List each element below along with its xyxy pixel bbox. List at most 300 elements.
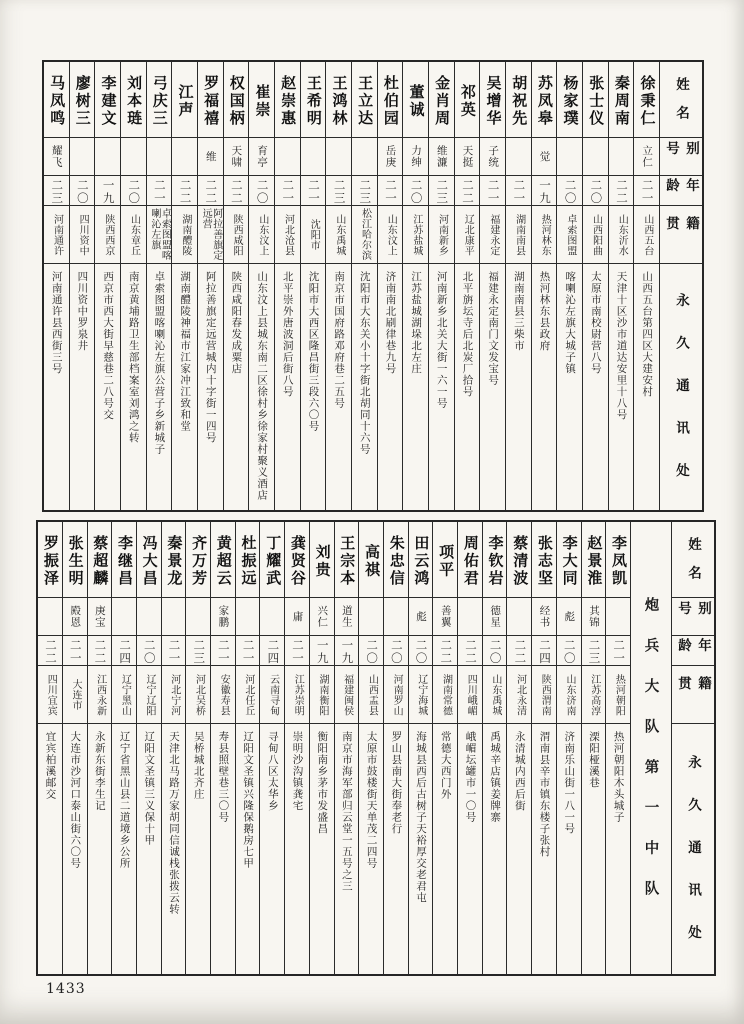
person-name: 王鸿林 <box>330 74 348 128</box>
header-name-label: 姓名 <box>674 77 689 134</box>
person-column <box>300 62 326 510</box>
person-alias <box>147 137 172 175</box>
person-age: 二二 <box>172 175 197 205</box>
person-age: 二二 <box>224 175 249 205</box>
person-alias <box>557 137 582 175</box>
person-alias: 经书 <box>532 597 556 635</box>
person-native-place: 湖南常德 <box>433 665 457 723</box>
header-address-label: 永久通讯处 <box>672 723 714 974</box>
person-address: 禹城辛店镇姜牌寨 <box>483 723 507 974</box>
person-alias <box>583 137 608 175</box>
person-column <box>111 522 136 974</box>
person-alias: 力绅 <box>403 137 428 175</box>
person-address: 永清城内西后街 <box>507 723 531 974</box>
person-address: 辽阳文圣镇三义保十甲 <box>137 723 161 974</box>
person-alias <box>384 597 408 635</box>
person-column <box>62 522 87 974</box>
person-address: 寻甸八区太华乡 <box>260 723 284 974</box>
person-name: 李大同 <box>560 534 578 588</box>
person-age: 二〇 <box>403 175 428 205</box>
person-alias <box>186 597 210 635</box>
person-column <box>146 62 172 510</box>
person-address: 福建永定南门文发宝号 <box>480 263 505 510</box>
person-age: 二一 <box>480 175 505 205</box>
person-address: 阿拉善旗定远营城内十字街一四号 <box>198 263 223 510</box>
person-name: 徐秉仁 <box>638 74 656 128</box>
person-age: 二二 <box>38 635 62 665</box>
section-label-cell <box>631 522 671 974</box>
person-address: 江苏盐城湖垛北左庄 <box>403 263 428 510</box>
person-alias: 天啸 <box>224 137 249 175</box>
person-name: 项平 <box>437 543 455 579</box>
person-native-place: 辽宁海城 <box>409 665 433 723</box>
person-name: 杨家璞 <box>561 74 579 128</box>
person-address: 沈阳市大东关小十字街北胡同十六号 <box>352 263 377 510</box>
person-age: 二一 <box>634 175 659 205</box>
person-native-place: 卓索图盟喀喇沁左旗 <box>147 205 172 263</box>
person-column <box>531 522 556 974</box>
person-native-place: 山东济南 <box>557 665 581 723</box>
person-alias: 维 <box>198 137 223 175</box>
person-alias <box>95 137 120 175</box>
person-alias: 德星 <box>483 597 507 635</box>
person-name: 蔡超麟 <box>91 534 109 588</box>
person-name: 冯大昌 <box>140 534 158 588</box>
person-age: 二二 <box>609 175 634 205</box>
person-name: 廖树三 <box>73 74 91 128</box>
person-age: 二〇 <box>121 175 146 205</box>
person-name: 张志坚 <box>535 534 553 588</box>
person-name: 张生明 <box>66 534 84 588</box>
person-native-place: 山东章丘 <box>121 205 146 263</box>
person-name: 权国柄 <box>227 74 245 128</box>
person-name: 张士仪 <box>587 74 605 128</box>
person-address: 北平旃坛寺后北炭厂拾号 <box>455 263 480 510</box>
person-column <box>505 62 531 510</box>
person-address: 南京黄埔路卫生部档案室刘鸿之转 <box>121 263 146 510</box>
person-alias <box>121 137 146 175</box>
page-number: 1433 <box>46 981 86 997</box>
person-address: 峨嵋坛罐市一〇号 <box>458 723 482 974</box>
person-alias <box>326 137 351 175</box>
person-address: 罗山县南大街奉老行 <box>384 723 408 974</box>
header-native-label: 籍贯 <box>660 205 702 263</box>
person-alias: 立仁 <box>634 137 659 175</box>
person-address: 崇明沙沟镇龚宅 <box>285 723 309 974</box>
person-address: 天津北马路万家胡同信诚栈张拨云转 <box>162 723 186 974</box>
registry-table-top <box>42 60 704 512</box>
person-alias: 道生 <box>335 597 359 635</box>
person-column <box>223 62 249 510</box>
person-address: 大连市沙河口泰山街六〇号 <box>63 723 87 974</box>
person-address: 渭南县辛市镇东楼子张村 <box>532 723 556 974</box>
person-column <box>581 522 606 974</box>
person-age: 一九 <box>532 175 557 205</box>
person-native-place: 河北吴桥 <box>186 665 210 723</box>
person-address: 河南通许县西街三号 <box>44 263 69 510</box>
person-native-place: 山西五台 <box>634 205 659 263</box>
person-native-place: 山东禹城 <box>326 205 351 263</box>
person-alias <box>606 597 630 635</box>
person-alias: 维濂 <box>429 137 454 175</box>
header-alias-label: 别号 <box>672 597 714 635</box>
person-address: 海城县西后古树子天裕厚交老君屯 <box>409 723 433 974</box>
person-column <box>582 62 608 510</box>
person-address: 常德大西门外 <box>433 723 457 974</box>
person-age: 一九 <box>335 635 359 665</box>
person-column <box>334 522 359 974</box>
person-name: 金肖周 <box>433 74 451 128</box>
person-native-place: 卓索图盟 <box>557 205 582 263</box>
person-address: 热河朝阳木头城子 <box>606 723 630 974</box>
person-address: 辽阳文圣镇兴隆保鹅房七甲 <box>236 723 260 974</box>
person-alias <box>236 597 260 635</box>
person-native-place: 湖南衡阳 <box>310 665 334 723</box>
person-column <box>248 62 274 510</box>
person-address: 西京市西大街早慈巷二八号交 <box>95 263 120 510</box>
person-address: 四川资中罗泉井 <box>70 263 95 510</box>
person-age: 二〇 <box>384 635 408 665</box>
person-age: 二〇 <box>359 635 383 665</box>
person-address: 山东汶上县城东南二区徐村乡徐家村聚义酒店 <box>249 263 274 510</box>
person-column <box>605 522 630 974</box>
person-native-place: 福建永定 <box>480 205 505 263</box>
person-column <box>284 522 309 974</box>
header-age-label: 年龄 <box>672 635 714 665</box>
person-column <box>479 62 505 510</box>
person-column <box>309 522 334 974</box>
person-age: 二一 <box>63 635 87 665</box>
person-alias: 庸 <box>285 597 309 635</box>
person-name: 丁耀武 <box>264 534 282 588</box>
person-age: 二〇 <box>583 175 608 205</box>
person-address: 北平崇外唐波洞后街八号 <box>275 263 300 510</box>
person-column <box>161 522 186 974</box>
person-address: 寿县照壁巷三〇号 <box>211 723 235 974</box>
person-columns-bottom <box>38 522 630 974</box>
person-alias: 兴仁 <box>310 597 334 635</box>
person-native-place: 山东沂水 <box>609 205 634 263</box>
person-column <box>44 62 69 510</box>
person-name: 罗振泽 <box>41 534 59 588</box>
header-name-label: 姓名 <box>686 537 701 594</box>
person-age: 二二 <box>507 635 531 665</box>
person-address: 喀喇沁左旗大城子镇 <box>557 263 582 510</box>
person-age: 二〇 <box>483 635 507 665</box>
header-address-label: 永久通讯处 <box>660 263 702 510</box>
person-alias <box>301 137 326 175</box>
person-column <box>136 522 161 974</box>
person-age: 二四 <box>112 635 136 665</box>
person-name: 祁英 <box>458 83 476 119</box>
person-age: 二一 <box>506 175 531 205</box>
person-column <box>383 522 408 974</box>
person-age: 二二 <box>198 175 223 205</box>
person-name: 朱忠信 <box>387 534 405 588</box>
person-age: 二〇 <box>137 635 161 665</box>
person-native-place: 江苏高淳 <box>582 665 606 723</box>
person-native-place: 山西盂县 <box>359 665 383 723</box>
section-label-column <box>630 522 671 974</box>
person-alias <box>352 137 377 175</box>
person-native-place: 山东汶上 <box>249 205 274 263</box>
person-name: 秦景龙 <box>165 534 183 588</box>
person-native-place: 沈阳市 <box>301 205 326 263</box>
person-address: 湖南醴陵神福市江家冲江致和堂 <box>172 263 197 510</box>
person-alias: 彪 <box>409 597 433 635</box>
person-age: 二一 <box>211 635 235 665</box>
person-alias <box>507 597 531 635</box>
person-address: 热河林东县政府 <box>532 263 557 510</box>
header-native-label: 籍贯 <box>672 665 714 723</box>
person-native-place: 大连市 <box>63 665 87 723</box>
person-age: 二二 <box>455 175 480 205</box>
person-age: 二二 <box>88 635 112 665</box>
person-native-place: 江苏盐城 <box>403 205 428 263</box>
person-column <box>197 62 223 510</box>
person-alias: 岳庚 <box>378 137 403 175</box>
person-native-place: 福建闽侯 <box>335 665 359 723</box>
person-age: 二一 <box>236 635 260 665</box>
person-alias <box>38 597 62 635</box>
person-alias <box>70 137 95 175</box>
person-alias <box>458 597 482 635</box>
person-native-place: 辽宁黑山 <box>112 665 136 723</box>
person-native-place: 河南罗山 <box>384 665 408 723</box>
person-age: 二二 <box>458 635 482 665</box>
person-address: 济南乐山街一八一号 <box>557 723 581 974</box>
person-age: 二〇 <box>557 635 581 665</box>
person-column <box>608 62 634 510</box>
person-column <box>556 62 582 510</box>
person-name: 杜伯园 <box>381 74 399 128</box>
person-native-place: 河南新乡 <box>429 205 454 263</box>
person-column <box>358 522 383 974</box>
person-alias <box>162 597 186 635</box>
person-alias: 天挺 <box>455 137 480 175</box>
person-name: 吴增华 <box>484 74 502 128</box>
person-column <box>556 522 581 974</box>
person-native-place: 云南寻甸 <box>260 665 284 723</box>
person-name: 蔡清波 <box>511 534 529 588</box>
person-native-place: 安徽寿县 <box>211 665 235 723</box>
person-address: 溧阳桠溪巷 <box>582 723 606 974</box>
person-column <box>457 522 482 974</box>
person-age: 一九 <box>310 635 334 665</box>
person-alias: 殿恩 <box>63 597 87 635</box>
person-column <box>94 62 120 510</box>
registry-table-bottom <box>36 520 716 976</box>
person-age: 二一 <box>147 175 172 205</box>
person-name: 黄超云 <box>214 534 232 588</box>
person-native-place: 河北永清 <box>507 665 531 723</box>
person-name: 齐万芳 <box>190 534 208 588</box>
person-age: 二三 <box>429 175 454 205</box>
person-column <box>377 62 403 510</box>
person-age: 二三 <box>44 175 69 205</box>
person-address: 陕西咸阳春发成粟店 <box>224 263 249 510</box>
person-name: 赵崇惠 <box>279 74 297 128</box>
person-native-place: 湖南南县 <box>506 205 531 263</box>
person-native-place: 江西永新 <box>88 665 112 723</box>
person-name: 秦周南 <box>612 74 630 128</box>
person-column <box>531 62 557 510</box>
person-address: 湖南南县三柴市 <box>506 263 531 510</box>
person-name: 龚贤谷 <box>288 534 306 588</box>
person-name: 董诚 <box>407 83 425 119</box>
person-native-place: 河南通许 <box>44 205 69 263</box>
header-column-top <box>659 62 702 510</box>
person-column <box>235 522 260 974</box>
person-native-place: 四川峨嵋 <box>458 665 482 723</box>
person-column <box>185 522 210 974</box>
person-name: 李钦岩 <box>486 534 504 588</box>
person-age: 二〇 <box>557 175 582 205</box>
person-address: 永新东街李生记 <box>88 723 112 974</box>
person-column <box>87 522 112 974</box>
person-address: 天津十区沙市道达安里十八号 <box>609 263 634 510</box>
person-column <box>120 62 146 510</box>
person-name: 田云鸿 <box>412 534 430 588</box>
person-address: 沈阳市大西区隆昌街三段六〇号 <box>301 263 326 510</box>
person-native-place: 山东汶上 <box>378 205 403 263</box>
person-column <box>171 62 197 510</box>
person-native-place: 陕西西京 <box>95 205 120 263</box>
person-age: 二三 <box>326 175 351 205</box>
person-alias: 育亭 <box>249 137 274 175</box>
person-column <box>506 522 531 974</box>
person-address: 辽宁省黑山县二道境乡公所 <box>112 723 136 974</box>
person-address: 宜宾柏溪邮交 <box>38 723 62 974</box>
person-column <box>454 62 480 510</box>
person-alias: 彪 <box>557 597 581 635</box>
person-native-place: 山西阳曲 <box>583 205 608 263</box>
person-column <box>633 62 659 510</box>
header-column-bottom <box>671 522 714 974</box>
person-name: 罗福禧 <box>202 74 220 128</box>
person-alias: 耀飞 <box>44 137 69 175</box>
person-native-place: 陕西渭南 <box>532 665 556 723</box>
section-label: 炮兵大队第一中队 <box>642 597 659 921</box>
person-column <box>428 62 454 510</box>
person-age: 二一 <box>301 175 326 205</box>
person-alias <box>609 137 634 175</box>
person-age: 二一 <box>378 175 403 205</box>
person-column <box>482 522 507 974</box>
person-age: 二三 <box>186 635 210 665</box>
person-name: 高祺 <box>363 543 380 579</box>
person-age: 二三 <box>582 635 606 665</box>
person-age: 二一 <box>285 635 309 665</box>
person-address: 济南南北刷律巷九号 <box>378 263 403 510</box>
person-native-place: 湖南醴陵 <box>172 205 197 263</box>
person-alias <box>359 597 383 635</box>
person-column <box>259 522 284 974</box>
person-name: 刘贵 <box>313 543 331 579</box>
person-name: 胡祝先 <box>510 74 528 128</box>
header-alias-label: 别号 <box>660 137 702 175</box>
person-name: 苏凤皋 <box>535 74 553 128</box>
person-age: 一九 <box>95 175 120 205</box>
person-native-place: 四川宜宾 <box>38 665 62 723</box>
person-native-place: 辽宁辽阳 <box>137 665 161 723</box>
person-address: 南京市国府路邓府巷二五号 <box>326 263 351 510</box>
person-name: 王希明 <box>304 74 322 128</box>
person-address: 南京市海军部归云堂一五号之三 <box>335 723 359 974</box>
person-native-place: 松江哈尔滨 <box>352 205 377 263</box>
person-name: 赵景淮 <box>585 534 603 588</box>
person-columns-top <box>44 62 659 510</box>
person-column <box>408 522 433 974</box>
person-name: 王立达 <box>356 74 374 128</box>
person-age: 二一 <box>606 635 630 665</box>
person-alias <box>112 597 136 635</box>
person-address: 河南新乡北关大街一六一号 <box>429 263 454 510</box>
person-name: 崔崇 <box>253 83 271 119</box>
person-address: 衡阳南乡茅市发盛昌 <box>310 723 334 974</box>
person-native-place: 热河林东 <box>532 205 557 263</box>
person-name: 江声 <box>176 83 194 119</box>
person-native-place: 四川资中 <box>70 205 95 263</box>
person-age: 二〇 <box>70 175 95 205</box>
person-age: 二二 <box>433 635 457 665</box>
person-name: 李凤凯 <box>610 534 628 588</box>
person-name: 马凤鸣 <box>48 74 66 128</box>
person-alias: 庚宝 <box>88 597 112 635</box>
person-alias: 其锦 <box>582 597 606 635</box>
person-native-place: 陕西咸阳 <box>224 205 249 263</box>
person-alias <box>137 597 161 635</box>
person-name: 周佑君 <box>461 534 479 588</box>
person-name: 李建文 <box>99 74 117 128</box>
person-column <box>432 522 457 974</box>
person-alias: 家鹏 <box>211 597 235 635</box>
person-column <box>69 62 95 510</box>
person-native-place: 热河朝阳 <box>606 665 630 723</box>
person-address: 太原市鼓楼街天单茂二四号 <box>359 723 383 974</box>
person-native-place: 河北沧县 <box>275 205 300 263</box>
person-address: 山西五台第四区大建安村 <box>634 263 659 510</box>
person-age: 二三 <box>352 175 377 205</box>
person-address: 吴桥城北齐庄 <box>186 723 210 974</box>
person-alias <box>260 597 284 635</box>
person-native-place: 江苏崇明 <box>285 665 309 723</box>
person-alias: 子统 <box>480 137 505 175</box>
person-age: 二〇 <box>409 635 433 665</box>
person-alias: 觉 <box>532 137 557 175</box>
person-age: 二一 <box>162 635 186 665</box>
person-address: 太原市南校尉营八号 <box>583 263 608 510</box>
person-alias <box>506 137 531 175</box>
person-name: 杜振远 <box>239 534 257 588</box>
person-column <box>274 62 300 510</box>
person-column <box>325 62 351 510</box>
person-name: 李继昌 <box>115 534 133 588</box>
person-age: 二四 <box>532 635 556 665</box>
person-native-place: 山东禹城 <box>483 665 507 723</box>
header-age-label: 年龄 <box>660 175 702 205</box>
person-column <box>351 62 377 510</box>
person-age: 二一 <box>275 175 300 205</box>
person-column <box>38 522 62 974</box>
person-name: 刘本琏 <box>125 74 143 128</box>
person-native-place: 阿拉善旗定远营 <box>198 205 223 263</box>
person-address: 卓索图盟喀喇沁左旗公营子乡新城子 <box>147 263 172 510</box>
person-name: 弓庆三 <box>150 74 168 128</box>
person-native-place: 河北任丘 <box>236 665 260 723</box>
person-alias <box>275 137 300 175</box>
person-column <box>402 62 428 510</box>
